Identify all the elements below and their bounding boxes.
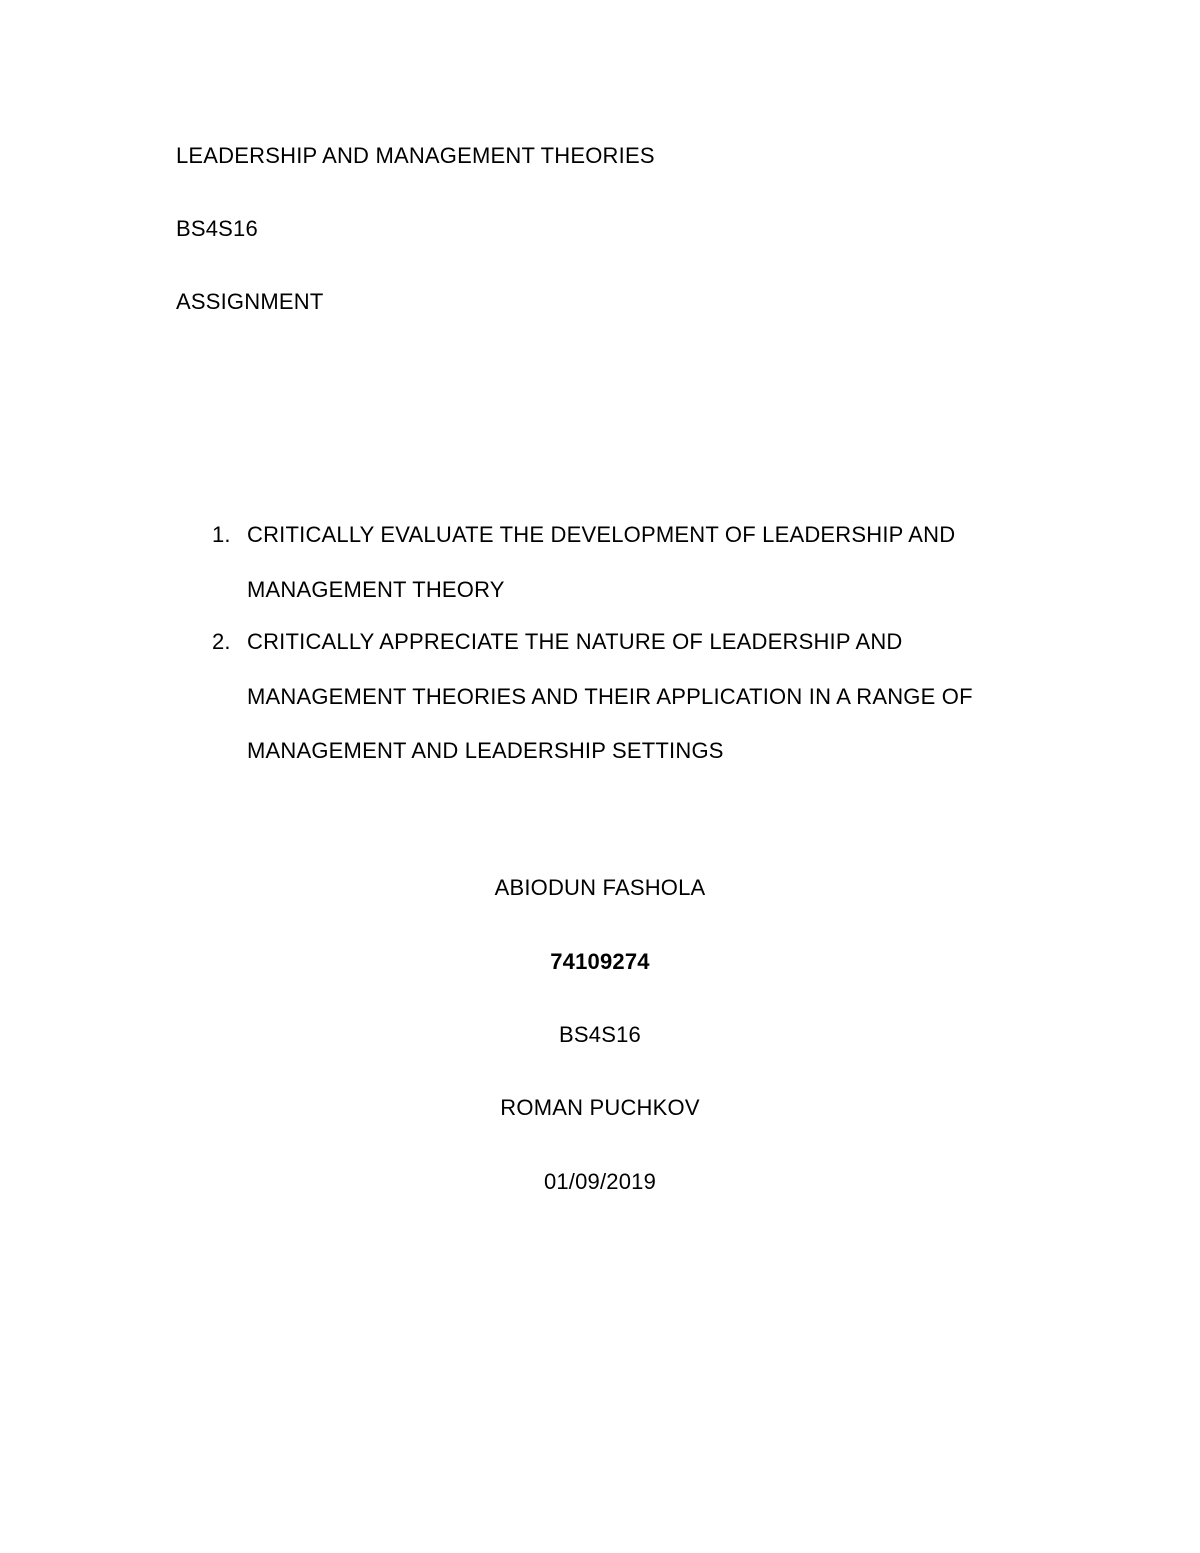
- submission-date: 01/09/2019: [543, 1169, 657, 1194]
- objective-text: CRITICALLY EVALUATE THE DEVELOPMENT OF LEADERSHIP AND MANAGEMENT THEORY: [247, 522, 956, 602]
- course-code-header: BS4S16: [176, 216, 258, 241]
- objective-text: CRITICALLY APPRECIATE THE NATURE OF LEADERSHIP AND MANAGEMENT THEORIES AND THEIR APPLICATION IN A RANGE OF MANAGEMENT AND LEADERSHIP SETTINGS: [247, 629, 973, 763]
- learning-objectives-list: [176, 510, 1056, 779]
- objective-item: [176, 615, 1056, 779]
- author-name: ABIODUN FASHOLA: [494, 875, 706, 900]
- objective-item: [176, 508, 1056, 617]
- student-id: 74109274: [550, 949, 650, 974]
- course-code: BS4S16: [559, 1022, 641, 1047]
- document-title: LEADERSHIP AND MANAGEMENT THEORIES: [176, 143, 655, 168]
- objective-number: 2.: [212, 629, 231, 654]
- tutor-name: ROMAN PUCHKOV: [500, 1095, 700, 1120]
- document-type: ASSIGNMENT: [176, 289, 324, 314]
- objective-number: 1.: [212, 522, 231, 547]
